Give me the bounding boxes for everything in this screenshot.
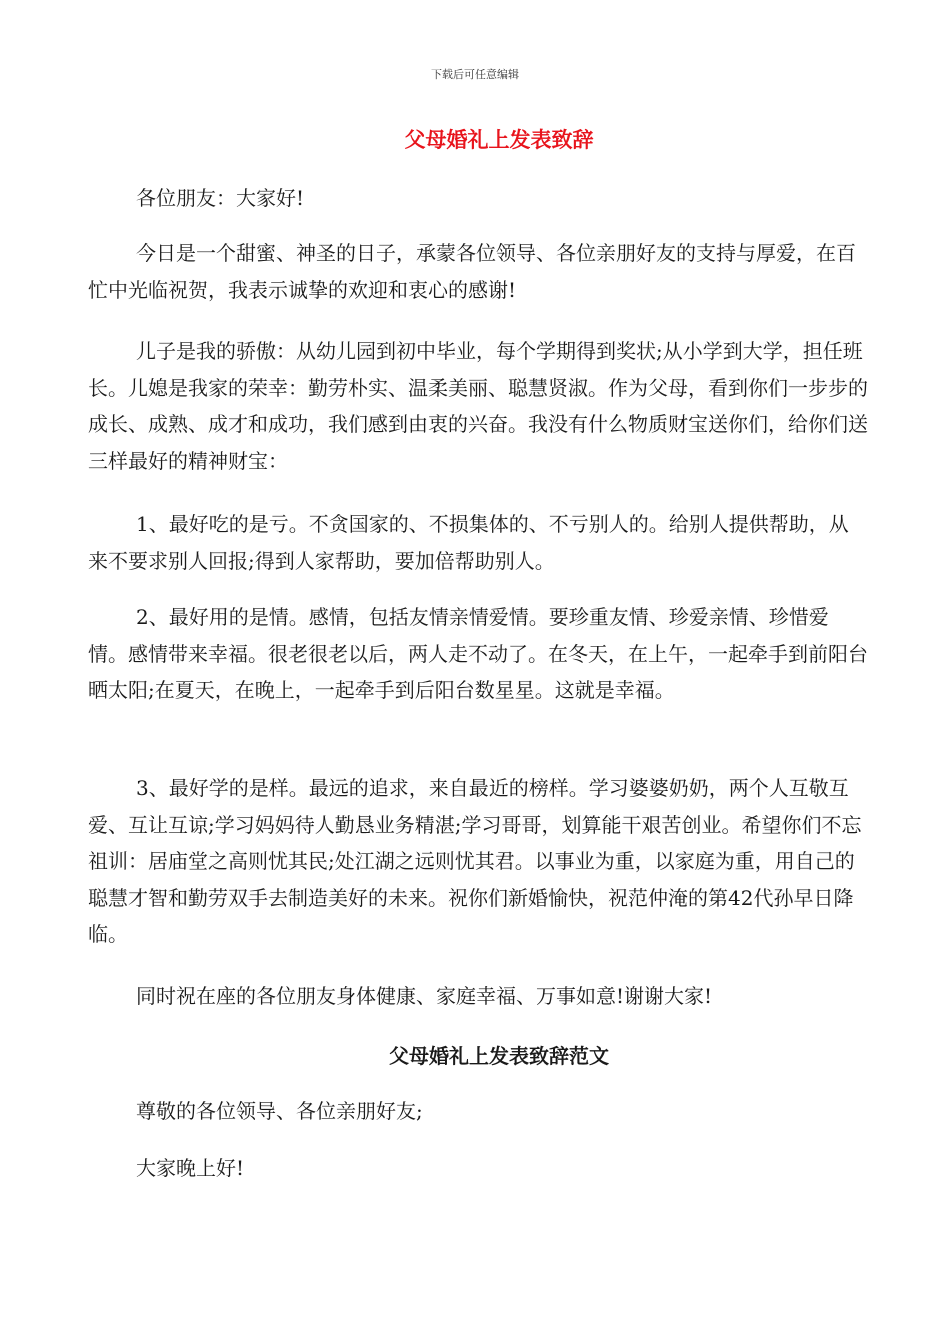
document-title: 父母婚礼上发表致辞 <box>404 128 594 152</box>
section-subtitle: 父母婚礼上发表致辞范文 <box>389 1044 609 1068</box>
paragraph-closing: 同时祝在座的各位朋友身体健康、家庭幸福、万事如意!谢谢大家! <box>136 984 713 1008</box>
paragraph-thanks: 今日是一个甜蜜、神圣的日子，承蒙各位领导、各位亲朋好友的支持与厚爱，在百忙中光临祝贺，我表示诚挚的欢迎和衷心的感谢! <box>88 241 856 302</box>
paragraph-point-3: 3、最好学的是样。最远的追求，来自最近的榜样。学习婆婆奶奶，两个人互敬互爱、互让互谅;学习妈妈待人勤恳业务精湛;学习哥哥，划算能干艰苦创业。希望你们不忘祖训：居庙堂之高则忧其民;处江湖之远则忧其君。以事业为重，以家庭为重，用自己的聪慧才智和勤劳双手去制造美好的未来。祝你们新婚愉快，祝范仲淹的第42代孙早日降临。 <box>88 776 862 946</box>
paragraph-greeting: 各位朋友：大家好! <box>136 186 305 210</box>
paragraph-salutation: 尊敬的各位领导、各位亲朋好友; <box>136 1099 423 1123</box>
paragraph-evening-greeting: 大家晚上好! <box>136 1156 245 1180</box>
paragraph-children: 儿子是我的骄傲：从幼儿园到初中毕业，每个学期得到奖状;从小学到大学，担任班长。儿媳是我家的荣幸：勤劳朴实、温柔美丽、聪慧贤淑。作为父母，看到你们一步步的成长、成熟、成才和成功，我们感到由衷的兴奋。我没有什么物质财宝送你们，给你们送三样最好的精神财宝： <box>88 339 868 473</box>
paragraph-point-2: 2、最好用的是情。感情，包括友情亲情爱情。要珍重友情、珍爱亲情、珍惜爱情。感情带来幸福。很老很老以后，两人走不动了。在冬天，在上午，一起牵手到前阳台晒太阳;在夏天，在晚上，一起牵手到后阳台数星星。这就是幸福。 <box>88 605 868 702</box>
paragraph-point-1: 1、最好吃的是亏。不贪国家的、不损集体的、不亏别人的。给别人提供帮助，从来不要求别人回报;得到人家帮助，要加倍帮助别人。 <box>88 512 849 573</box>
header-note: 下载后可任意编辑 <box>431 68 519 81</box>
